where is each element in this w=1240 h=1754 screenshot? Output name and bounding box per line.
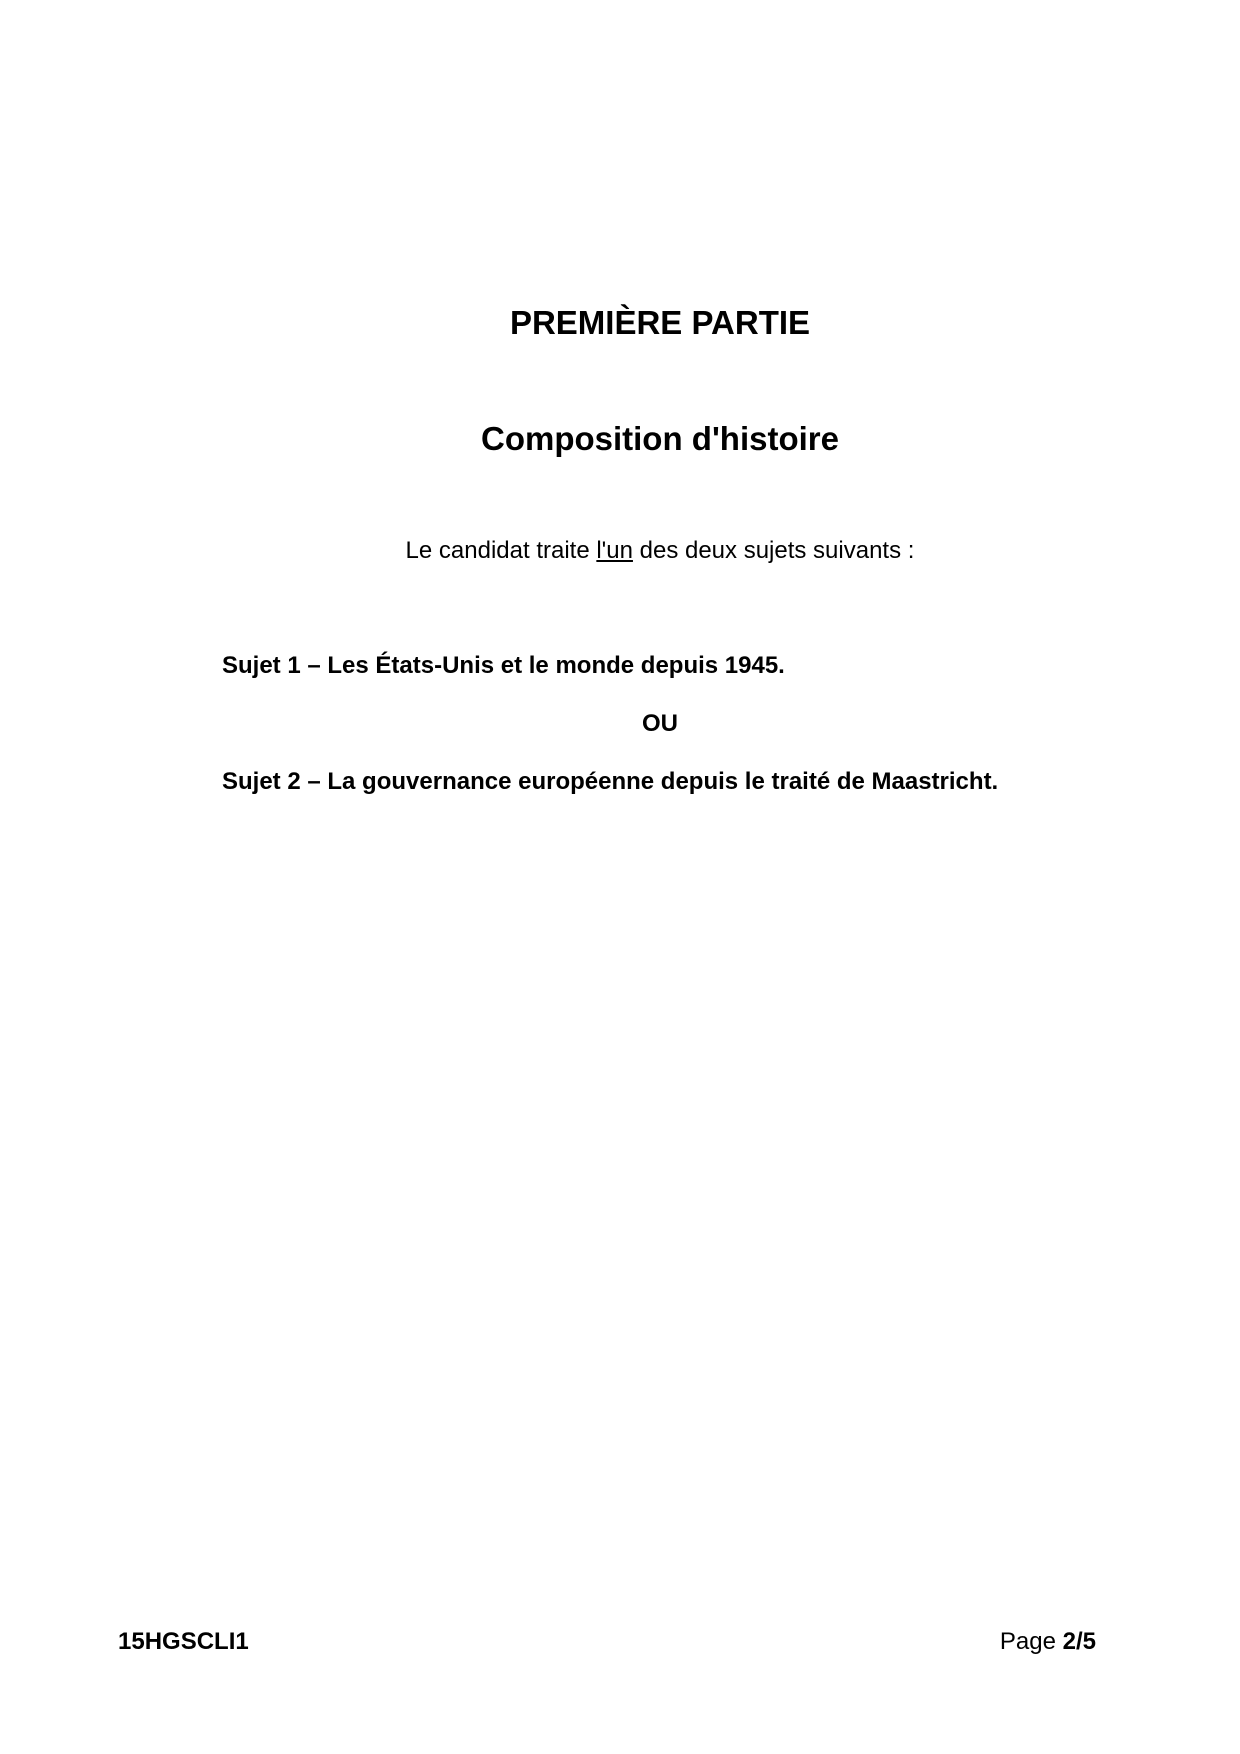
or-separator: OU — [642, 710, 678, 737]
section-title: Composition d'histoire — [480, 420, 839, 457]
page-prefix: Page — [999, 1628, 1063, 1655]
instruction-after: des deux sujets suivants : — [632, 537, 915, 564]
instruction-before: Le candidat traite — [405, 537, 597, 564]
page-current: 2 — [1062, 1628, 1076, 1655]
instruction-text — [0, 537, 1240, 565]
page-total: 5 — [1082, 1628, 1096, 1655]
subject-1: Sujet 1 – Les États-Unis et le monde depuis 1945. — [222, 652, 785, 679]
page-number — [1000, 1628, 1096, 1656]
exam-code: 15HGSCLI1 — [118, 1628, 249, 1655]
instruction-underlined: l'un — [596, 537, 633, 564]
page-separator: / — [1075, 1628, 1083, 1655]
part-title: PREMIÈRE PARTIE — [509, 304, 811, 341]
subject-2: Sujet 2 – La gouvernance européenne depuis le traité de Maastricht. — [222, 768, 999, 795]
